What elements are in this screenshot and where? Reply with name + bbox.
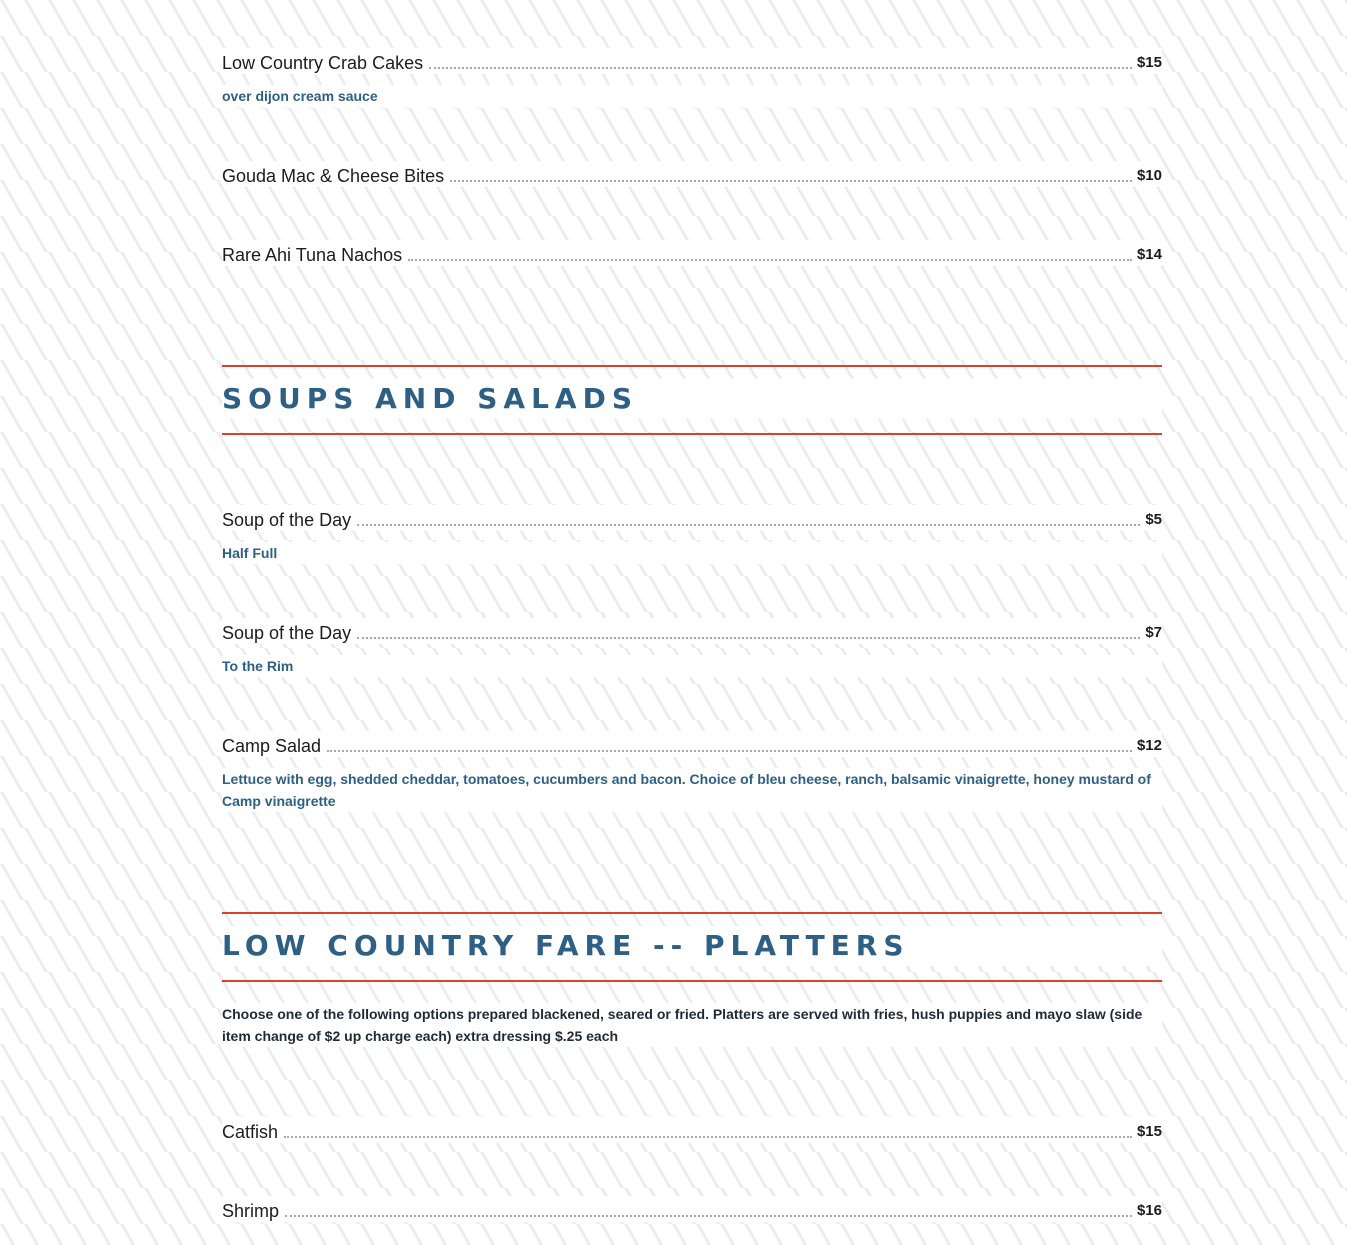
item-description: Lettuce with egg, shedded cheddar, tomatoes, cucumbers and bacon. Choice of bleu cheese, ranch, balsamic vinaigrette, honey mustard of Camp vinaigrette — [222, 768, 1162, 812]
item-name: Camp Salad — [222, 736, 322, 756]
dot-leader — [450, 180, 1132, 182]
dot-leader — [357, 637, 1140, 639]
item-name: Gouda Mac & Cheese Bites — [222, 166, 445, 186]
item-name: Soup of the Day — [222, 510, 352, 530]
item-price: $14 — [1136, 246, 1162, 263]
item-name: Shrimp — [222, 1201, 280, 1221]
dot-leader — [357, 524, 1140, 526]
section-heading-soups-salads: SOUPS AND SALADS — [222, 379, 1162, 419]
item-price: $15 — [1136, 54, 1162, 71]
item-price: $7 — [1145, 624, 1162, 641]
item-price: $5 — [1145, 511, 1162, 528]
menu-item-catfish — [222, 1117, 1162, 1143]
section-rule-bottom — [222, 433, 1162, 435]
dot-leader — [327, 750, 1132, 752]
item-description: over dijon cream sauce — [222, 85, 1162, 107]
menu-item-camp-salad — [222, 731, 1162, 757]
dot-leader — [284, 1136, 1132, 1138]
item-name: Rare Ahi Tuna Nachos — [222, 245, 403, 265]
menu-item-crab-cakes — [222, 48, 1162, 74]
menu-item-tuna-nachos — [222, 240, 1162, 266]
item-description: To the Rim — [222, 655, 1162, 677]
item-name: Low Country Crab Cakes — [222, 53, 424, 73]
section-rule-top — [222, 365, 1162, 367]
section-rule-bottom — [222, 980, 1162, 982]
item-description: Half Full — [222, 542, 1162, 564]
section-heading-platters: LOW COUNTRY FARE -- PLATTERS — [222, 926, 1162, 966]
item-price: $16 — [1136, 1202, 1162, 1219]
section-rule-top — [222, 912, 1162, 914]
dot-leader — [285, 1215, 1132, 1217]
item-price: $15 — [1136, 1123, 1162, 1140]
item-name: Catfish — [222, 1122, 279, 1142]
menu-item-mac-cheese-bites — [222, 161, 1162, 187]
item-price: $10 — [1136, 167, 1162, 184]
dot-leader — [408, 259, 1132, 261]
item-price: $12 — [1136, 737, 1162, 754]
section-note: Choose one of the following options prepared blackened, seared or fried. Platters are served with fries, hush puppies and mayo slaw (side item change of $2 up charge each) extra dressing $.25 each — [222, 1003, 1162, 1047]
menu-item-shrimp — [222, 1196, 1162, 1222]
dot-leader — [429, 67, 1132, 69]
menu-item-soup-rim — [222, 618, 1162, 644]
item-name: Soup of the Day — [222, 623, 352, 643]
menu-item-soup-half — [222, 505, 1162, 531]
